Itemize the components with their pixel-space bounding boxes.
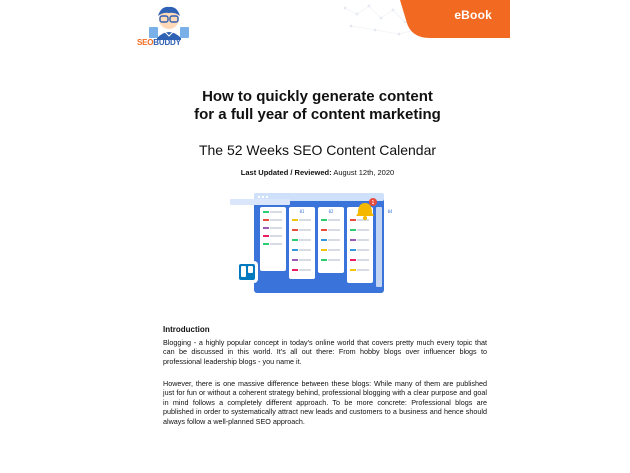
brand-buddy-text: BUDDY (153, 38, 181, 47)
brand-seo-text: SEO (137, 38, 154, 47)
ebook-cover-page (125, 0, 510, 473)
svg-text:02: 02 (328, 209, 334, 214)
last-updated-label: Last Updated / Reviewed: (240, 168, 332, 177)
seobuddy-wordmark (137, 38, 181, 47)
title-line-1: How to quickly generate content (202, 88, 433, 105)
introduction-paragraph-1: Blogging - a highly popular concept in today’s online world that covers pretty much every topic that can be discussed in this world. It’s all out there: From hobby blogs over influencer blogs to professional leadership blogs - you name it. (163, 338, 487, 366)
content-calendar-illustration (230, 193, 400, 295)
document-title (125, 88, 510, 124)
introduction-paragraph-2: However, there is one massive difference between these blogs: While many of them are published just for fun or without a coherent strategy behind, professional blogging with a clear purpose and goal in mind follows a completely different approach. To be more concrete: Professional blogs are published in order to systematically attract new leads and customers to a business and hence should always follow a well-planned SEO approach. (163, 379, 487, 426)
last-updated-line (125, 168, 510, 177)
introduction-heading: Introduction (163, 325, 210, 334)
document-subtitle: The 52 Weeks SEO Content Calendar (198, 142, 437, 158)
svg-text:01: 01 (299, 209, 305, 214)
notification-count: 1 (371, 200, 375, 206)
svg-text:04: 04 (387, 209, 393, 214)
last-updated-date: August 12th, 2020 (333, 168, 395, 177)
title-line-2: for a full year of content marketing (194, 106, 441, 123)
ebook-badge-label: eBook (454, 8, 492, 22)
trello-icon (236, 261, 258, 283)
